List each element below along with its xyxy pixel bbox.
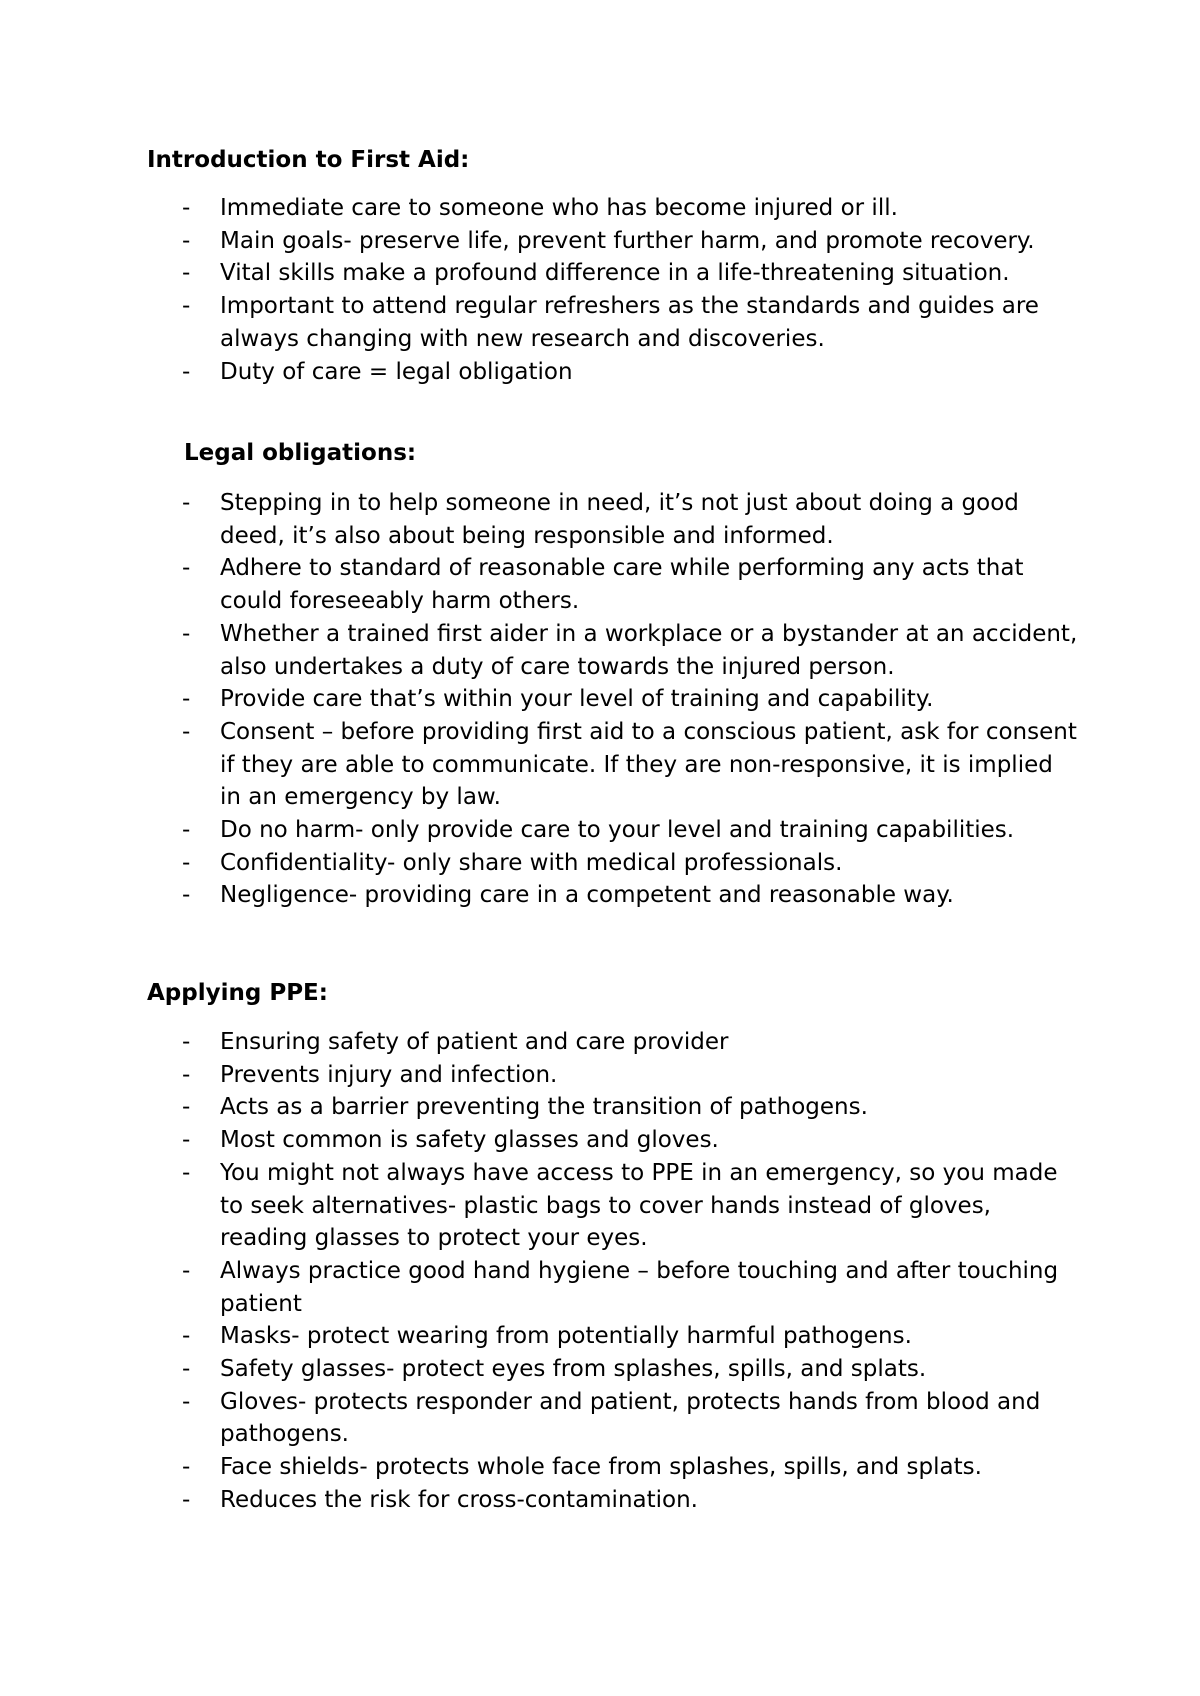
bullet-dash: - xyxy=(182,1388,191,1415)
list-item-text: Negligence- providing care in a competent and reasonable way. xyxy=(220,882,954,909)
bullet-dash: - xyxy=(182,555,191,582)
list-item xyxy=(0,1124,1080,1157)
list-item-text: Adhere to standard of reasonable care while performing any acts that could foreseeably harm others. xyxy=(220,555,1024,615)
list-item xyxy=(0,1320,1080,1353)
list-item-text: Always practice good hand hygiene – before touching and after touching patient xyxy=(220,1257,1059,1317)
bullet-dash: - xyxy=(182,358,191,385)
bullet-dash: - xyxy=(182,1094,191,1121)
list-item-text: Most common is safety glasses and gloves. xyxy=(220,1127,719,1154)
bullet-dash: - xyxy=(182,1323,191,1350)
list-item xyxy=(0,1484,1080,1517)
list-item xyxy=(0,879,1080,912)
list-item-text: Main goals- preserve life, prevent further harm, and promote recovery. xyxy=(220,227,1035,254)
list-item-text: Confidentiality- only share with medical professionals. xyxy=(220,849,843,876)
list-item xyxy=(0,1353,1080,1386)
list-item-text: Face shields- protects whole face from splashes, spills, and splats. xyxy=(220,1454,982,1481)
list-item-text: Provide care that’s within your level of training and capability. xyxy=(220,686,934,713)
bullet-dash: - xyxy=(182,1486,191,1513)
bullet-list-ppe xyxy=(0,1026,1080,1517)
bullet-dash: - xyxy=(182,620,191,647)
list-item-text: Gloves- protects responder and patient, protects hands from blood and pathogens. xyxy=(220,1388,1041,1448)
list-item xyxy=(0,683,1080,716)
list-item-text: Important to attend regular refreshers as the standards and guides are always changing with new research and discoveries. xyxy=(220,293,1039,352)
bullet-dash: - xyxy=(182,1029,191,1055)
list-item xyxy=(0,257,1080,290)
list-item xyxy=(0,487,1080,552)
bullet-dash: - xyxy=(182,227,191,254)
list-item xyxy=(0,1091,1080,1124)
bullet-dash: - xyxy=(182,1356,191,1383)
bullet-dash: - xyxy=(182,1061,191,1088)
list-item xyxy=(0,1386,1080,1451)
list-item xyxy=(0,225,1080,258)
list-item-text: Masks- protect wearing from potentially harmful pathogens. xyxy=(220,1323,912,1350)
bullet-dash: - xyxy=(182,817,191,844)
list-item xyxy=(0,1026,1080,1059)
list-item-text: Safety glasses- protect eyes from splashes, spills, and splats. xyxy=(220,1356,927,1383)
bullet-list-legal xyxy=(0,487,1080,912)
bullet-dash: - xyxy=(182,1159,191,1186)
list-item xyxy=(0,1451,1080,1484)
section-heading-ppe: Applying PPE: xyxy=(147,980,328,1006)
list-item-text: Acts as a barrier preventing the transition of pathogens. xyxy=(220,1094,868,1121)
section-heading-legal: Legal obligations: xyxy=(184,440,417,466)
list-item-text: Ensuring safety of patient and care provider xyxy=(220,1029,729,1055)
list-item-text: Whether a trained first aider in a workplace or a bystander at an accident, also undertakes a duty of care towards the injured person. xyxy=(220,620,1078,680)
section-heading-intro: Introduction to First Aid: xyxy=(147,147,470,173)
list-item xyxy=(0,814,1080,847)
bullet-dash: - xyxy=(182,686,191,713)
list-item-text: Duty of care = legal obligation xyxy=(220,358,573,385)
list-item xyxy=(0,552,1080,617)
bullet-list-intro xyxy=(0,192,1080,388)
bullet-dash: - xyxy=(182,882,191,909)
list-item xyxy=(0,1255,1080,1320)
list-item-text: Prevents injury and infection. xyxy=(220,1061,558,1088)
list-item xyxy=(0,290,1080,355)
list-item-text: Vital skills make a profound difference in a life-threatening situation. xyxy=(220,260,1010,287)
bullet-dash: - xyxy=(182,1454,191,1481)
list-item xyxy=(0,192,1080,225)
bullet-dash: - xyxy=(182,849,191,876)
bullet-dash: - xyxy=(182,718,191,745)
list-item xyxy=(0,716,1080,814)
bullet-dash: - xyxy=(182,293,191,320)
bullet-dash: - xyxy=(182,490,191,516)
list-item-text: Do no harm- only provide care to your level and training capabilities. xyxy=(220,817,1015,844)
list-item-text: Immediate care to someone who has become injured or ill. xyxy=(220,195,898,221)
bullet-dash: - xyxy=(182,260,191,287)
list-item xyxy=(0,847,1080,880)
list-item-text: Consent – before providing first aid to a conscious patient, ask for consent if they are able to communicate. If they are non-responsive, it is implied in an emergency by law. xyxy=(220,718,1077,811)
list-item xyxy=(0,618,1080,683)
list-item-text: Stepping in to help someone in need, it’s not just about doing a good deed, it’s also about being responsible and informed. xyxy=(220,490,1019,549)
bullet-dash: - xyxy=(182,195,191,221)
list-item-text: Reduces the risk for cross-contamination. xyxy=(220,1486,698,1513)
list-item-text: You might not always have access to PPE in an emergency, so you made to seek alternatives- plastic bags to cover hands instead of gloves, reading glasses to protect your eyes. xyxy=(220,1159,1058,1252)
list-item xyxy=(0,1157,1080,1255)
bullet-dash: - xyxy=(182,1257,191,1284)
bullet-dash: - xyxy=(182,1127,191,1154)
list-item xyxy=(0,356,1080,389)
list-item xyxy=(0,1059,1080,1092)
